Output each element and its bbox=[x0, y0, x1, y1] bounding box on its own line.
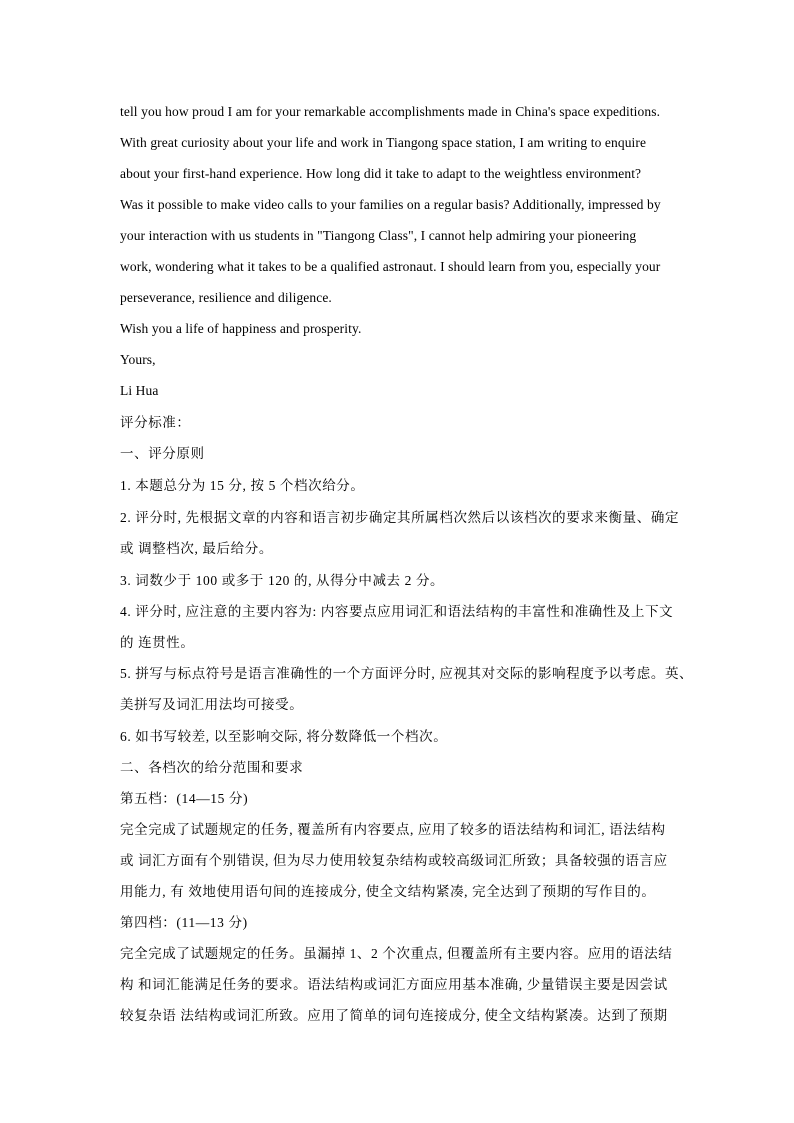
principle-item: 的 连贯性。 bbox=[120, 635, 195, 650]
principle-item: 6. 如书写较差, 以至影响交际, 将分数降低一个档次。 bbox=[120, 729, 448, 744]
level5-line: 完全完成了试题规定的任务, 覆盖所有内容要点, 应用了较多的语法结构和词汇, 语法结构 bbox=[120, 822, 666, 837]
letter-closing: Yours, bbox=[120, 352, 156, 367]
letter-body-line: your interaction with us students in "Tiangong Class", I cannot help admiring your pioneering bbox=[120, 228, 637, 243]
principles-title: 一、评分原则 bbox=[120, 446, 205, 461]
scoring-heading: 评分标准： bbox=[120, 415, 191, 430]
principle-item: 4. 评分时, 应注意的主要内容为: 内容要点应用词汇和语法结构的丰富性和准确性及上下文 bbox=[120, 604, 674, 619]
principle-item: 2. 评分时, 先根据文章的内容和语言初步确定其所属档次然后以该档次的要求来衡量、确定 bbox=[120, 510, 680, 525]
level4-line: 较复杂语 法结构或词汇所致。应用了简单的词句连接成分, 使全文结构紧凑。达到了预期 bbox=[120, 1008, 668, 1023]
letter-body-line: perseverance, resilience and diligence. bbox=[120, 290, 332, 305]
letter-body-line: tell you how proud I am for your remarkable accomplishments made in China's space expeditions. bbox=[120, 104, 661, 119]
letter-body-line: work, wondering what it takes to be a qualified astronaut. I should learn from you, especially your bbox=[120, 259, 661, 274]
level4-line: 完全完成了试题规定的任务。虽漏掉 1、2 个次重点, 但覆盖所有主要内容。应用的语法结 bbox=[120, 946, 673, 961]
principle-item: 1. 本题总分为 15 分, 按 5 个档次给分。 bbox=[120, 478, 365, 493]
letter-signature: Li Hua bbox=[120, 383, 159, 398]
principle-item: 或 调整档次, 最后给分。 bbox=[120, 541, 273, 556]
letter-body-line: With great curiosity about your life and work in Tiangong space station, I am writing to enquire bbox=[120, 135, 647, 150]
letter-wish: Wish you a life of happiness and prosperity. bbox=[120, 321, 362, 336]
level4-line: 构 和词汇能满足任务的要求。语法结构或词汇方面应用基本准确, 少量错误主要是因尝试 bbox=[120, 977, 668, 992]
level5-title: 第五档：(14—15 分) bbox=[120, 791, 249, 806]
level5-line: 或 词汇方面有个别错误, 但为尽力使用较复杂结构或较高级词汇所致；具备较强的语言应 bbox=[120, 853, 668, 868]
letter-body-line: about your first-hand experience. How long did it take to adapt to the weightless environment? bbox=[120, 166, 642, 181]
level4-title: 第四档：(11—13 分) bbox=[120, 915, 248, 930]
principle-item: 5. 拼写与标点符号是语言准确性的一个方面评分时, 应视其对交际的影响程度予以考虑。英、 bbox=[120, 666, 694, 681]
letter-body-line: Was it possible to make video calls to your families on a regular basis? Additionally, impressed by bbox=[120, 197, 661, 212]
principle-item: 美拼写及词汇用法均可接受。 bbox=[120, 697, 304, 712]
level5-line: 用能力, 有 效地使用语句间的连接成分, 使全文结构紧凑, 完全达到了预期的写作目的。 bbox=[120, 884, 656, 899]
levels-title: 二、各档次的给分范围和要求 bbox=[120, 760, 304, 775]
principle-item: 3. 词数少于 100 或多于 120 的, 从得分中减去 2 分。 bbox=[120, 573, 445, 588]
